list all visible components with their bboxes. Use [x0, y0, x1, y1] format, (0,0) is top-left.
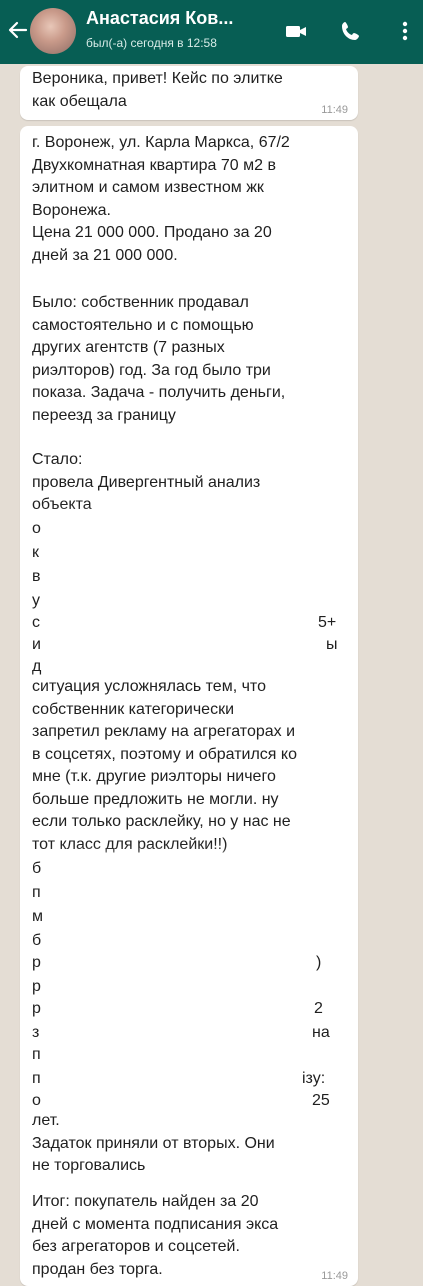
- partial-text: и: [32, 636, 41, 653]
- partial-text: п: [32, 884, 41, 901]
- chat-header: [0, 0, 423, 64]
- message-time: 11:49: [321, 1270, 348, 1282]
- contact-avatar[interactable]: [30, 8, 76, 54]
- partial-text: м: [32, 908, 43, 925]
- message-paragraph: Стало: провела Дивергентный анализ объекта: [32, 451, 261, 513]
- message-bubble[interactable]: [20, 66, 358, 120]
- partial-text: б: [32, 860, 42, 877]
- partial-text: з: [32, 1024, 40, 1041]
- partial-text: с: [32, 614, 40, 631]
- message-paragraph: ситуация усложнялась тем, что собственник категорически запретил рекламу на агрегаторах и в соцсетях, поэтому и обратился ко мне (т.к. другие риэлторы ничего больше предложить не могли. ну если только расклейку, но у нас не тот класс для расклейки!!): [32, 678, 297, 853]
- message-bubble[interactable]: [20, 126, 358, 1286]
- partial-text: ы: [326, 636, 338, 653]
- partial-text: п: [32, 1046, 41, 1063]
- partial-text: п: [32, 1070, 41, 1087]
- video-camera-icon[interactable]: [283, 18, 309, 44]
- message-paragraph: г. Воронеж, ул. Карла Маркса, 67/2 Двухкомнатная квартира 70 м2 в элитном и самом известном жк Воронежа. Цена 21 000 000. Продано за 20 дней за 21 000 000.: [32, 134, 290, 264]
- partial-text: 25: [312, 1092, 330, 1109]
- partial-text: о: [32, 520, 41, 537]
- message-text: Вероника, привет! Кейс по элитке как обещала: [32, 70, 283, 110]
- partial-text: к: [32, 544, 39, 561]
- partial-text: б: [32, 932, 42, 949]
- redacted-area: [48, 856, 318, 1141]
- partial-text: о: [32, 1092, 41, 1109]
- partial-text: д: [32, 658, 42, 675]
- message-paragraph: Итог: покупатель найден за 20 дней с момента подписания экса без агрегаторов и соцсетей. продан без торга.: [32, 1193, 279, 1278]
- partial-text: 2: [314, 1000, 323, 1017]
- phone-icon[interactable]: [338, 18, 364, 44]
- partial-text: 5+: [318, 614, 337, 631]
- partial-text: ): [316, 954, 322, 971]
- contact-status: был(-а) сегодня в 12:58: [86, 36, 217, 50]
- partial-text: в: [32, 568, 41, 585]
- partial-text: у: [32, 592, 40, 609]
- partial-text: р: [32, 954, 41, 971]
- back-arrow-icon[interactable]: [6, 18, 30, 42]
- chat-area: [0, 64, 423, 1280]
- message-paragraph: лет. Задаток приняли от вторых. Они не торговались: [32, 1112, 275, 1174]
- partial-text: р: [32, 1000, 41, 1017]
- partial-text: ізу:: [302, 1070, 326, 1087]
- partial-text: на: [312, 1024, 330, 1041]
- partial-text: р: [32, 978, 41, 995]
- menu-dots-icon[interactable]: [392, 18, 418, 44]
- message-time: 11:49: [321, 104, 348, 116]
- contact-name[interactable]: Анастасия Ков...: [86, 8, 234, 28]
- message-paragraph: Было: собственник продавал самостоятельно и с помощью других агентств (7 разных риэлторов) год. За год было три показа. Задача - получить деньги, переезд за границу: [32, 294, 286, 424]
